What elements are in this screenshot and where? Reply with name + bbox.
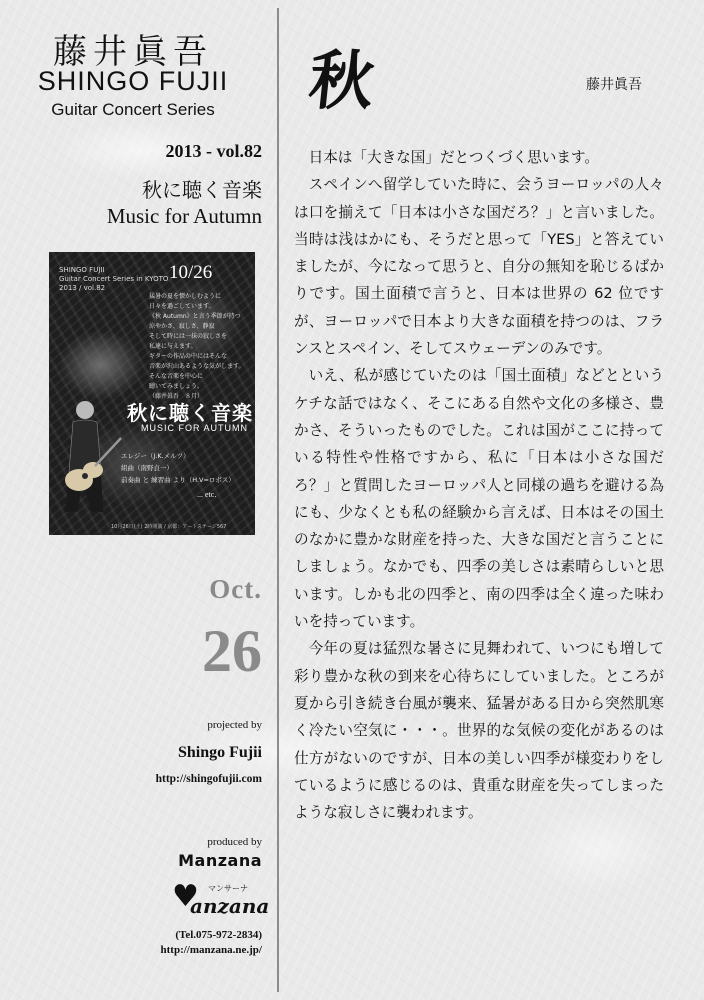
logo-kana: マンサーナ	[208, 884, 248, 893]
producer-url[interactable]: http://manzana.ne.jp/	[160, 944, 262, 956]
essay-paragraph: 今年の夏は猛烈な暑さに見舞われて、いつにも増して彩り豊かな秋の到来を心待ちにしていました。ところが夏から引き続き台風が襲来、猛暑がある日から突然肌寒く冷たい空気に・・・。世界的な気候の変化があるのは仕方がないのですが、日本の美しい四季が様変わりをしているように感じるのは、貴重な財産を失ってしまったような寂しさに襲われます。	[294, 640, 664, 822]
essay-paragraph: いえ、私が感じていたのは「国土面積」などとというケチな話ではなく、そこにある自然や文化の多様さ、豊かさ、そういったものでした。これは国がここに持っている特性や性格ですから、私に「日本は小さな国だろ？」と質問したヨーロッパ人と同様の過ちを避ける為にも、少なくとも私の経験から言えば、日本はその国土のなかに豊かな財産を持った、大きな国だと言うことにしましょう。なかでも、四季の美しさは素晴らしいと思います。しかも北の四季と、南の四季は全く違った味わいを持っています。	[294, 367, 664, 631]
essay-paragraph: 日本は「大きな国」だとつくづく思います。	[308, 149, 600, 166]
column-divider	[277, 8, 279, 992]
poster-poem: 猛暑の夏を懐かしむように 日々を過ごしています。 《秋 Autumn》と言う季節が持つ 涼やかさ、寂しさ、静寂 そして時には一抹の寂しさを 私達に与えます。 ギターの作品の中にはそんな 音楽が沢山あるような気がします。 そんな音楽を中心に 聴いてみましょう。 （藤井眞吾 ８月）	[149, 293, 245, 400]
artist-name-jp: 藤井眞吾	[53, 32, 213, 72]
concert-poster	[49, 252, 255, 535]
concert-day: 26	[202, 618, 262, 684]
poster-program: エレジー（J.K.メルツ） 組曲（南野貞一） 前奏曲 と 練習曲 より（H.V=ロボス）	[121, 452, 235, 484]
essay-body	[294, 144, 664, 826]
producer-tel: (Tel.075-972-2834)	[175, 929, 262, 941]
poster-etc: ... etc.	[197, 490, 217, 499]
essay-paragraph: スペインへ留学していた時に、会うヨーロッパの人々は口を揃えて「日本は小さな国だろ？」と言いました。当時は浅はかにも、そうだと思って「YES」と答えていましたが、今になって思うと、自分の無知を恥じるばかりです。国土面積で言うと、日本は世界の 62 位ですが、ヨーロッパで日本より大きな面積を持つのは、フランスとスペイン、そしてスウェーデンのみです。	[294, 176, 664, 358]
guitarist-silhouette-icon	[55, 392, 125, 517]
heart-icon: ♥	[172, 879, 199, 914]
poster-date: 10/26	[169, 262, 213, 283]
poster-series-text: SHINGO FUJII Guitar Concert Series in KYOTO 2013 / vol.82	[59, 266, 169, 292]
essay-heading: 秋	[305, 44, 378, 119]
projected-by-label: projected by	[207, 719, 262, 731]
poster-footer: 10月26日(土) 2時開演 / 京都：アートステージ567	[111, 524, 227, 530]
concert-month: Oct.	[209, 574, 262, 604]
manzana-logo	[172, 879, 270, 920]
projected-by-name: Shingo Fujii	[177, 744, 262, 761]
essay-author: 藤井眞吾	[586, 77, 642, 93]
concert-title-en: Music for Autumn	[106, 204, 262, 228]
produced-by-label: produced by	[207, 836, 262, 848]
poster-title: 秋に聴く音楽	[127, 401, 253, 425]
volume-label: 2013 - vol.82	[165, 141, 262, 161]
logo-word: anzana	[190, 894, 270, 918]
producer-name: Manzana	[178, 851, 262, 870]
poster-subtitle: MUSIC FOR AUTUMN	[141, 423, 248, 433]
concert-title-jp: 秋に聴く音楽	[142, 178, 262, 202]
projected-by-url[interactable]: http://shingofujii.com	[155, 773, 262, 785]
artist-name-en: SHINGO FUJII	[37, 66, 229, 96]
series-title: Guitar Concert Series	[51, 100, 215, 119]
